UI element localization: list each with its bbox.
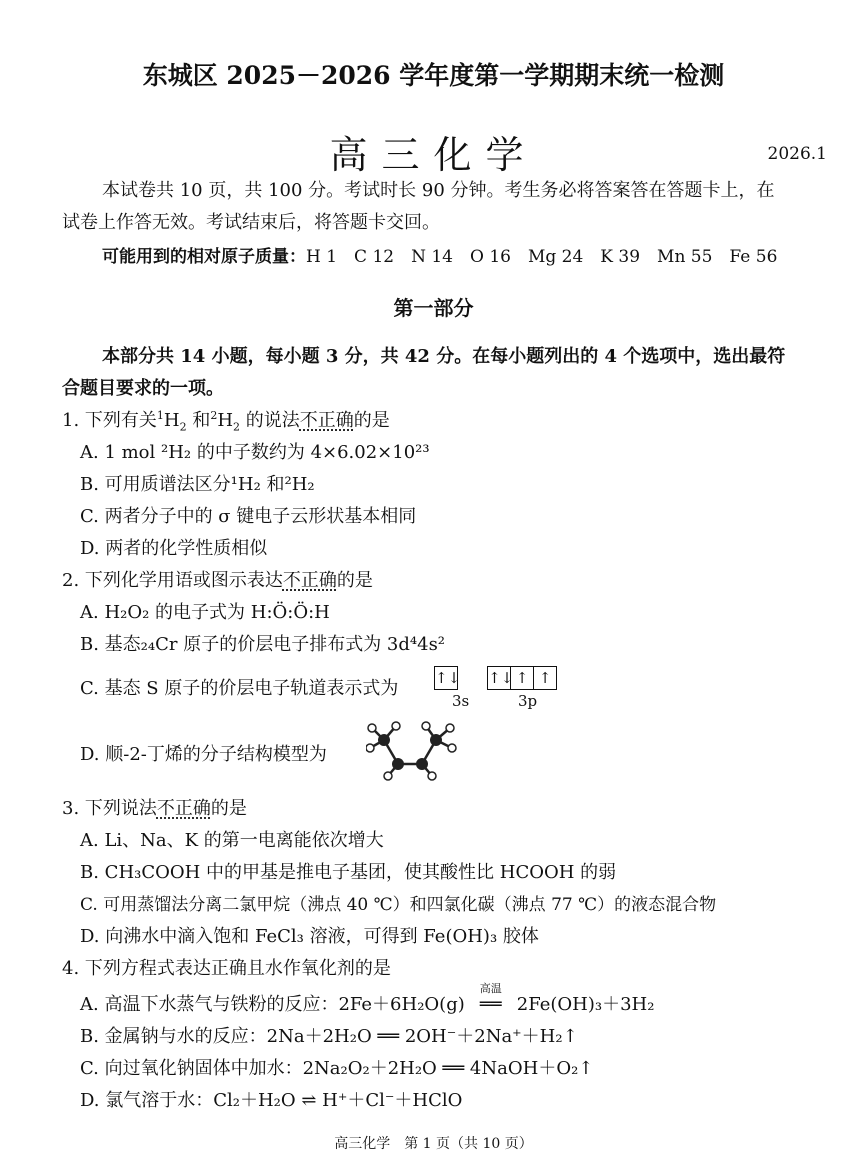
q1-option-c: C. 两者分子中的 σ 键电子云形状基本相同 xyxy=(80,506,417,527)
q4-option-a-left: A. 高温下水蒸气与铁粉的反应：2Fe＋6H₂O(g) xyxy=(80,994,465,1015)
q1-stem-c: 的是 xyxy=(353,410,390,431)
q2-option-a: A. H₂O₂ 的电子式为 H:Ö:Ö:H xyxy=(80,602,330,623)
q4-option-b: B. 金属钠与水的反应：2Na＋2H₂O ══ 2OH⁻＋2Na⁺＋H₂↑ xyxy=(80,1026,578,1047)
intro-line-2: 试卷上作答无效。考试结束后，将答题卡交回。 xyxy=(62,212,440,233)
q1-option-d: D. 两者的化学性质相似 xyxy=(80,538,268,559)
question-1-stem: 1. 下列有关$^1H_2$ 和$^2H_2$ 的说法不正确的是 xyxy=(62,409,390,434)
part-instruction-1: 本部分共 14 小题，每小题 3 分，共 42 分。在每小题列出的 4 个选项中，选出最符 xyxy=(102,346,786,367)
orbital-3s-label: 3s xyxy=(452,692,470,710)
q2-stem-a: 2. 下列化学用语或图示表达 xyxy=(62,570,283,591)
atomic-mass-line xyxy=(102,242,777,267)
q4-option-a-right: 2Fe(OH)₃＋3H₂ xyxy=(516,994,655,1015)
q1-stem-b: 的说法 xyxy=(245,410,300,431)
question-2-stem xyxy=(62,566,373,592)
q3-option-a: A. Li、Na、K 的第一电离能依次增大 xyxy=(80,830,384,851)
cis-2-butene-model xyxy=(366,720,466,782)
q3-stem-a: 3. 下列说法 xyxy=(62,798,157,819)
question-3-stem xyxy=(62,794,247,820)
q4-option-d: D. 氯气溶于水：Cl₂＋H₂O ⇌ H⁺＋Cl⁻＋HClO xyxy=(80,1090,463,1111)
orbital-3p-box: ↑↓ ↑ ↑ xyxy=(487,666,557,690)
q3-option-b: B. CH₃COOH 中的甲基是推电子基团，使其酸性比 HCOOH 的弱 xyxy=(80,862,617,883)
exam-header: 东城区 2025－2026 学年度第一学期期末统一检测 xyxy=(142,61,725,90)
q4-condition-label: 高温 xyxy=(479,982,502,995)
subject-title: 高三化学 xyxy=(329,133,538,177)
q3-emphasis: 不正确 xyxy=(156,798,211,819)
q2-option-b: B. 基态₂₄Cr 原子的价层电子排布式为 3d⁴4s² xyxy=(80,634,446,655)
intro-line-1: 本试卷共 10 页，共 100 分。考试时长 90 分钟。考生务必将答案答在答题卡上，在 xyxy=(102,180,775,201)
q1-emphasis: 不正确 xyxy=(299,410,354,431)
q3-option-c: C. 可用蒸馏法分离二氯甲烷（沸点 40 ℃）和四氯化碳（沸点 77 ℃）的液态混合物 xyxy=(80,895,717,915)
q4-option-a xyxy=(80,982,655,1016)
atomic-mass-values: H 1 C 12 N 14 O 16 Mg 24 K 39 Mn 55 Fe 56 xyxy=(306,247,778,267)
question-4-stem: 4. 下列方程式表达正确且水作氧化剂的是 xyxy=(62,958,391,979)
q2-option-c: C. 基态 S 原子的价层电子轨道表示式为 xyxy=(80,678,399,699)
orbital-3p-label: 3p xyxy=(518,692,538,710)
orbital-3s-box: ↑↓ xyxy=(434,666,458,690)
q1-stem-a: 1. 下列有关 xyxy=(62,410,157,431)
q4-condition-arrow: 高温 ══ xyxy=(465,994,517,1015)
page-footer: 高三化学 第 1 页（共 10 页） xyxy=(334,1136,533,1152)
orbital-diagram xyxy=(434,664,557,690)
q3-stem-c: 的是 xyxy=(210,798,247,819)
atomic-mass-label: 可能用到的相对原子质量： xyxy=(102,247,306,267)
part-instruction-2: 合题目要求的一项。 xyxy=(62,378,224,399)
q2-option-d: D. 顺-2-丁烯的分子结构模型为 xyxy=(80,744,327,765)
q3-option-d: D. 向沸水中滴入饱和 FeCl₃ 溶液，可得到 Fe(OH)₃ 胶体 xyxy=(80,926,539,947)
exam-date: 2026.1 xyxy=(767,144,827,164)
q4-option-c: C. 向过氧化钠固体中加水：2Na₂O₂＋2H₂O ══ 4NaOH＋O₂↑ xyxy=(80,1058,594,1079)
q1-option-a: A. 1 mol ²H₂ 的中子数约为 4×6.02×10²³ xyxy=(80,442,430,463)
q2-stem-c: 的是 xyxy=(336,570,373,591)
q1-option-b: B. 可用质谱法区分¹H₂ 和²H₂ xyxy=(80,474,315,495)
part-title: 第一部分 xyxy=(393,296,474,320)
q2-emphasis: 不正确 xyxy=(282,570,337,591)
